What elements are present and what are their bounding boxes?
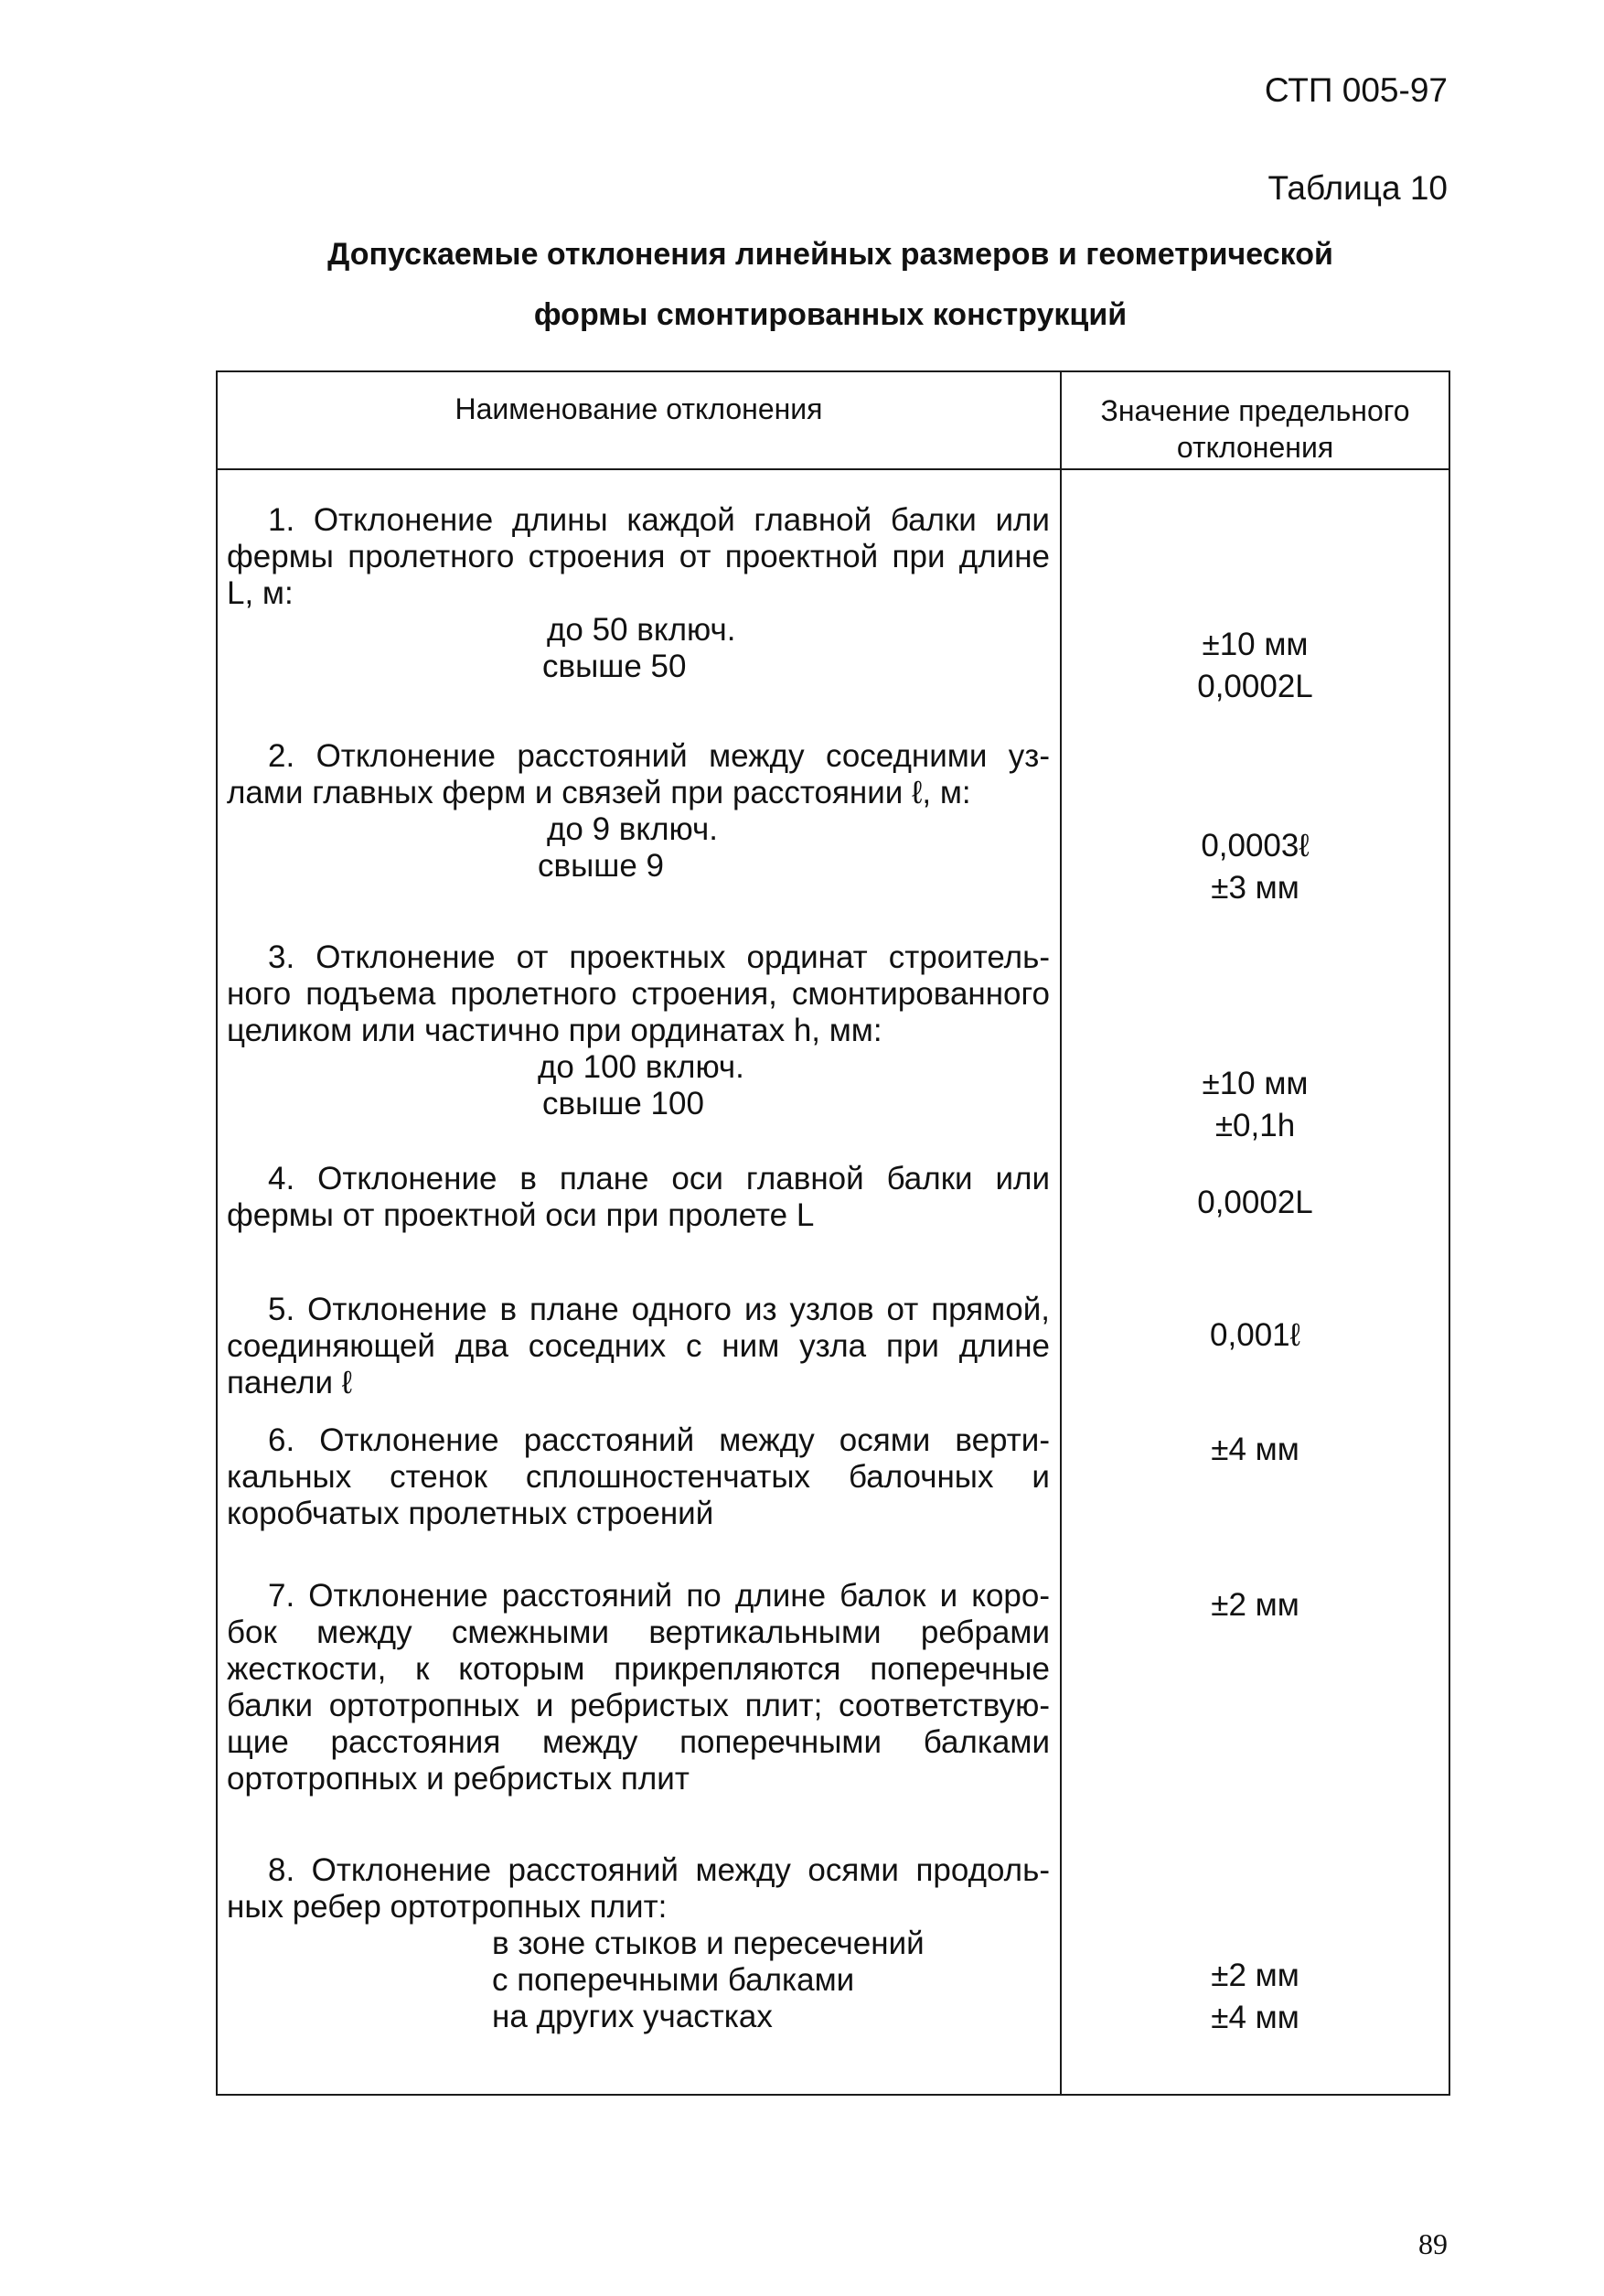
row-6-values xyxy=(1062,1429,1449,1471)
row-7-values xyxy=(1062,1584,1449,1626)
table-row xyxy=(227,1422,1050,1532)
row-1-text: 1. Отклонение длины каждой главной балки или фермы пролетного строения от проектной при длине L, м: xyxy=(227,502,1050,611)
row-2-value-1: 0,0003ℓ xyxy=(1201,828,1310,864)
row-8-value-1: ±2 мм xyxy=(1211,1958,1299,1993)
row-4-text: 4. Отклонение в плане оси главной балки или фермы от проектной оси при пролете L xyxy=(227,1161,1050,1233)
row-3-value-2: ±0,1h xyxy=(1214,1108,1296,1143)
row-3-values xyxy=(1062,1063,1449,1147)
document-code: СТП 005-97 xyxy=(1264,71,1448,109)
table-row xyxy=(227,738,1050,885)
table-row xyxy=(227,1578,1050,1797)
row-8-text: 8. Отклонение расстояний между осями продоль-ных ребер ортотропных плит: xyxy=(227,1852,1050,1925)
table-row xyxy=(227,1852,1050,2035)
table-label: Таблица 10 xyxy=(1267,169,1448,207)
table-title-line-1: Допускаемые отклонения линейных размеров и геометрической xyxy=(327,237,1333,272)
row-7-value-1: ±2 мм xyxy=(1211,1587,1299,1623)
row-8-sub-2: на других участках xyxy=(492,1999,773,2034)
page-number: 89 xyxy=(1418,2227,1448,2260)
row-3-text: 3. Отклонение от проектных ординат строитель-ного подъема пролетного строения, смонтированного целиком или частично при ординатах h, мм: xyxy=(227,939,1050,1048)
deviations-table xyxy=(216,370,1450,2096)
row-5-text: 5. Отклонение в плане одного из узлов от прямой, соединяющей два соседних с ним узла при длине панели ℓ xyxy=(227,1292,1050,1400)
row-1-values xyxy=(1062,624,1449,708)
table-title-line-2: формы смонтированных конструкций xyxy=(533,297,1128,332)
column-header-value: Значение предельного отклонения xyxy=(1100,394,1410,464)
row-4-values xyxy=(1062,1182,1449,1224)
row-6-value-1: ±4 мм xyxy=(1211,1432,1299,1467)
table-title xyxy=(216,224,1445,345)
table-row xyxy=(227,502,1050,685)
row-1-sub-2: свыше 50 xyxy=(542,649,687,684)
row-2-value-2: ±3 мм xyxy=(1211,870,1299,906)
row-1-sub-1: до 50 включ. xyxy=(547,612,736,648)
column-header-name: Наименование отклонения xyxy=(454,392,823,425)
row-2-sub-1: до 9 включ. xyxy=(547,811,718,847)
row-2-values xyxy=(1062,825,1449,909)
row-8-value-2: ±4 мм xyxy=(1211,2000,1299,2035)
row-3-value-1: ±10 мм xyxy=(1202,1066,1309,1101)
header-divider xyxy=(218,468,1449,470)
table-row xyxy=(227,1161,1050,1234)
row-8-sub-1: в зоне стыков и пересечений с поперечными балками xyxy=(492,1926,925,1998)
table-row xyxy=(227,1292,1050,1401)
row-2-text: 2. Отклонение расстояний между соседними уз-лами главных ферм и связей при расстоянии ℓ, м: xyxy=(227,738,1050,810)
row-7-text: 7. Отклонение расстояний по длине балок и коро-бок между смежными вертикальными ребрами жесткости, к которым прикрепляются поперечные балки ортотропных и ребристых плит; соответствую-щие расстояния между поперечными балками ортотропных и ребристых плит xyxy=(227,1578,1050,1797)
row-1-value-1: ±10 мм xyxy=(1202,627,1309,662)
row-3-sub-2: свыше 100 xyxy=(542,1086,704,1121)
row-5-value-1: 0,001ℓ xyxy=(1210,1317,1300,1353)
row-4-value-1: 0,0002L xyxy=(1197,1185,1313,1220)
row-2-sub-2: свыше 9 xyxy=(538,848,664,884)
row-8-values xyxy=(1062,1955,1449,2039)
table-row xyxy=(227,939,1050,1122)
row-3-sub-1: до 100 включ. xyxy=(538,1049,744,1085)
row-6-text: 6. Отклонение расстояний между осями верти-кальных стенок сплошностенчатых балочных и коробчатых пролетных строений xyxy=(227,1422,1050,1531)
row-1-value-2: 0,0002L xyxy=(1197,669,1313,704)
row-5-values xyxy=(1062,1314,1449,1357)
